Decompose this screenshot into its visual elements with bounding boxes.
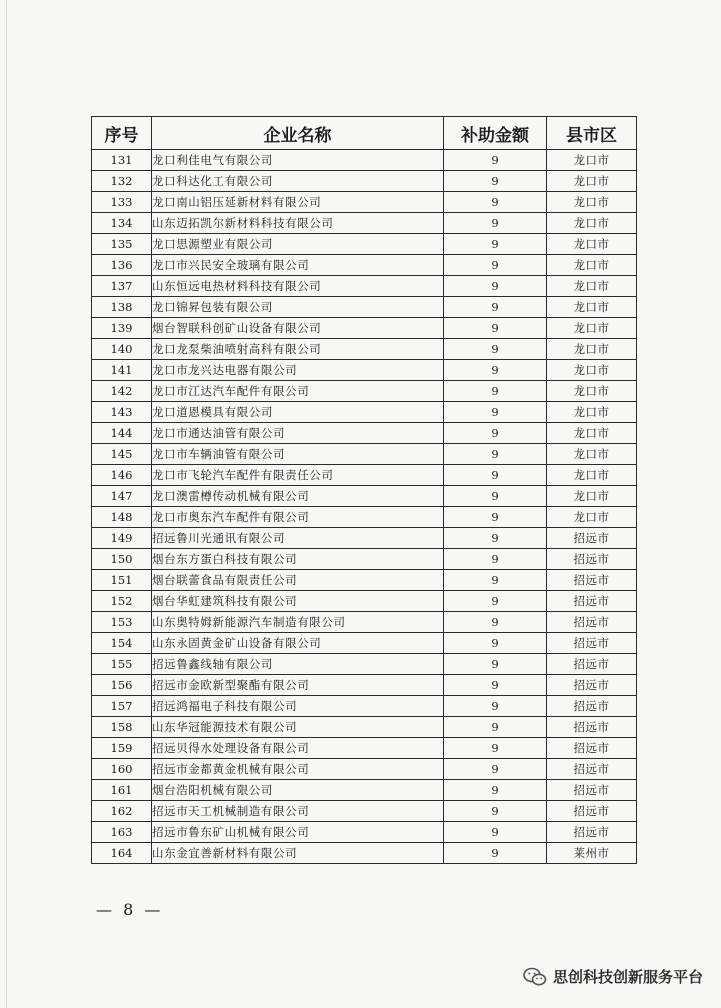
row-serial-number: 132 xyxy=(92,171,152,192)
table-row xyxy=(92,444,637,465)
row-subsidy-amount: 9 xyxy=(444,507,547,528)
row-district: 龙口市 xyxy=(547,402,637,423)
header-serial-number: 序号 xyxy=(92,117,152,150)
row-subsidy-amount: 9 xyxy=(444,528,547,549)
header-subsidy-amount: 补助金额 xyxy=(444,117,547,150)
table-row xyxy=(92,402,637,423)
table-row xyxy=(92,255,637,276)
row-subsidy-amount: 9 xyxy=(444,696,547,717)
row-company-name: 龙口锦昇包装有限公司 xyxy=(152,297,444,318)
row-district: 龙口市 xyxy=(547,486,637,507)
row-serial-number: 137 xyxy=(92,276,152,297)
row-serial-number: 148 xyxy=(92,507,152,528)
row-company-name: 龙口市龙兴达电器有限公司 xyxy=(152,360,444,381)
row-subsidy-amount: 9 xyxy=(444,822,547,843)
row-subsidy-amount: 9 xyxy=(444,612,547,633)
row-subsidy-amount: 9 xyxy=(444,255,547,276)
table-row xyxy=(92,423,637,444)
row-district: 招远市 xyxy=(547,801,637,822)
row-serial-number: 143 xyxy=(92,402,152,423)
row-subsidy-amount: 9 xyxy=(444,633,547,654)
row-company-name: 龙口南山铝压延新材料有限公司 xyxy=(152,192,444,213)
row-serial-number: 142 xyxy=(92,381,152,402)
table-header-row xyxy=(92,117,637,150)
row-district: 龙口市 xyxy=(547,192,637,213)
row-serial-number: 161 xyxy=(92,780,152,801)
row-subsidy-amount: 9 xyxy=(444,171,547,192)
row-serial-number: 134 xyxy=(92,213,152,234)
row-subsidy-amount: 9 xyxy=(444,654,547,675)
row-serial-number: 158 xyxy=(92,717,152,738)
row-district: 招远市 xyxy=(547,717,637,738)
row-district: 龙口市 xyxy=(547,297,637,318)
row-serial-number: 150 xyxy=(92,549,152,570)
table-row xyxy=(92,318,637,339)
header-district: 县市区 xyxy=(547,117,637,150)
row-subsidy-amount: 9 xyxy=(444,843,547,864)
row-subsidy-amount: 9 xyxy=(444,339,547,360)
row-company-name: 山东迈拓凯尔新材料科技有限公司 xyxy=(152,213,444,234)
row-company-name: 龙口道恩模具有限公司 xyxy=(152,402,444,423)
row-district: 招远市 xyxy=(547,612,637,633)
table-row xyxy=(92,192,637,213)
row-subsidy-amount: 9 xyxy=(444,276,547,297)
row-company-name: 龙口市兴民安全玻璃有限公司 xyxy=(152,255,444,276)
table-row xyxy=(92,780,637,801)
row-company-name: 龙口市通达油管有限公司 xyxy=(152,423,444,444)
row-serial-number: 152 xyxy=(92,591,152,612)
row-company-name: 招远贝得水处理设备有限公司 xyxy=(152,738,444,759)
row-district: 招远市 xyxy=(547,570,637,591)
table-row xyxy=(92,612,637,633)
table-row xyxy=(92,654,637,675)
row-serial-number: 133 xyxy=(92,192,152,213)
row-company-name: 龙口市奥东汽车配件有限公司 xyxy=(152,507,444,528)
row-subsidy-amount: 9 xyxy=(444,465,547,486)
row-subsidy-amount: 9 xyxy=(444,549,547,570)
subsidy-table xyxy=(91,116,637,864)
row-company-name: 烟台联蕾食品有限责任公司 xyxy=(152,570,444,591)
row-district: 招远市 xyxy=(547,654,637,675)
row-district: 龙口市 xyxy=(547,171,637,192)
row-district: 龙口市 xyxy=(547,423,637,444)
table-row xyxy=(92,150,637,171)
row-subsidy-amount: 9 xyxy=(444,402,547,423)
row-serial-number: 140 xyxy=(92,339,152,360)
page-edge xyxy=(6,0,7,1008)
table-row xyxy=(92,276,637,297)
row-district: 招远市 xyxy=(547,528,637,549)
row-subsidy-amount: 9 xyxy=(444,150,547,171)
row-serial-number: 154 xyxy=(92,633,152,654)
row-company-name: 龙口龙泵柴油喷射高科有限公司 xyxy=(152,339,444,360)
row-serial-number: 147 xyxy=(92,486,152,507)
row-district: 招远市 xyxy=(547,822,637,843)
row-serial-number: 156 xyxy=(92,675,152,696)
row-subsidy-amount: 9 xyxy=(444,738,547,759)
row-company-name: 龙口澳雷樽传动机械有限公司 xyxy=(152,486,444,507)
row-serial-number: 131 xyxy=(92,150,152,171)
table-body xyxy=(92,150,637,864)
row-company-name: 招远鲁川光通讯有限公司 xyxy=(152,528,444,549)
row-serial-number: 159 xyxy=(92,738,152,759)
row-district: 招远市 xyxy=(547,696,637,717)
row-company-name: 山东华冠能源技术有限公司 xyxy=(152,717,444,738)
row-serial-number: 151 xyxy=(92,570,152,591)
row-subsidy-amount: 9 xyxy=(444,759,547,780)
row-company-name: 龙口科达化工有限公司 xyxy=(152,171,444,192)
table-row xyxy=(92,675,637,696)
row-district: 龙口市 xyxy=(547,339,637,360)
row-district: 招远市 xyxy=(547,549,637,570)
row-subsidy-amount: 9 xyxy=(444,360,547,381)
row-serial-number: 145 xyxy=(92,444,152,465)
row-serial-number: 136 xyxy=(92,255,152,276)
row-subsidy-amount: 9 xyxy=(444,297,547,318)
watermark xyxy=(523,966,703,987)
row-district: 招远市 xyxy=(547,759,637,780)
table-row xyxy=(92,717,637,738)
row-company-name: 招远市天工机械制造有限公司 xyxy=(152,801,444,822)
row-company-name: 龙口利佳电气有限公司 xyxy=(152,150,444,171)
row-company-name: 烟台浩阳机械有限公司 xyxy=(152,780,444,801)
row-subsidy-amount: 9 xyxy=(444,213,547,234)
table-row xyxy=(92,696,637,717)
row-subsidy-amount: 9 xyxy=(444,444,547,465)
table-row xyxy=(92,528,637,549)
table-row xyxy=(92,486,637,507)
row-company-name: 山东金宜善新材料有限公司 xyxy=(152,843,444,864)
row-serial-number: 138 xyxy=(92,297,152,318)
row-company-name: 招远鲁鑫线轴有限公司 xyxy=(152,654,444,675)
row-subsidy-amount: 9 xyxy=(444,381,547,402)
row-subsidy-amount: 9 xyxy=(444,717,547,738)
row-company-name: 烟台智联科创矿山设备有限公司 xyxy=(152,318,444,339)
row-company-name: 龙口市车辆油管有限公司 xyxy=(152,444,444,465)
table-row xyxy=(92,591,637,612)
row-company-name: 招远市金欧新型聚酯有限公司 xyxy=(152,675,444,696)
row-company-name: 烟台华虹建筑科技有限公司 xyxy=(152,591,444,612)
row-subsidy-amount: 9 xyxy=(444,234,547,255)
row-serial-number: 157 xyxy=(92,696,152,717)
table-row xyxy=(92,570,637,591)
table-row xyxy=(92,507,637,528)
page-number: — 8 — xyxy=(96,900,164,919)
table-row xyxy=(92,633,637,654)
row-subsidy-amount: 9 xyxy=(444,570,547,591)
row-serial-number: 149 xyxy=(92,528,152,549)
row-serial-number: 135 xyxy=(92,234,152,255)
table-row xyxy=(92,234,637,255)
row-company-name: 龙口市飞轮汽车配件有限责任公司 xyxy=(152,465,444,486)
header-company-name: 企业名称 xyxy=(152,117,444,150)
row-district: 招远市 xyxy=(547,633,637,654)
wechat-icon xyxy=(523,967,547,987)
table-row xyxy=(92,297,637,318)
row-subsidy-amount: 9 xyxy=(444,780,547,801)
row-company-name: 烟台东方蛋白科技有限公司 xyxy=(152,549,444,570)
row-serial-number: 155 xyxy=(92,654,152,675)
row-serial-number: 153 xyxy=(92,612,152,633)
row-company-name: 招远鸿福电子科技有限公司 xyxy=(152,696,444,717)
row-district: 龙口市 xyxy=(547,507,637,528)
table-row xyxy=(92,213,637,234)
row-subsidy-amount: 9 xyxy=(444,423,547,444)
row-serial-number: 164 xyxy=(92,843,152,864)
row-subsidy-amount: 9 xyxy=(444,486,547,507)
row-serial-number: 139 xyxy=(92,318,152,339)
row-subsidy-amount: 9 xyxy=(444,192,547,213)
row-district: 招远市 xyxy=(547,591,637,612)
row-district: 龙口市 xyxy=(547,255,637,276)
row-district: 龙口市 xyxy=(547,276,637,297)
row-subsidy-amount: 9 xyxy=(444,675,547,696)
row-company-name: 龙口市江达汽车配件有限公司 xyxy=(152,381,444,402)
row-district: 龙口市 xyxy=(547,318,637,339)
row-serial-number: 146 xyxy=(92,465,152,486)
row-district: 招远市 xyxy=(547,780,637,801)
table-row xyxy=(92,339,637,360)
table-row xyxy=(92,801,637,822)
row-company-name: 山东恒远电热材料科技有限公司 xyxy=(152,276,444,297)
table-row xyxy=(92,549,637,570)
row-company-name: 招远市鲁东矿山机械有限公司 xyxy=(152,822,444,843)
row-district: 莱州市 xyxy=(547,843,637,864)
row-district: 龙口市 xyxy=(547,360,637,381)
row-serial-number: 163 xyxy=(92,822,152,843)
table-row xyxy=(92,738,637,759)
row-district: 龙口市 xyxy=(547,465,637,486)
row-subsidy-amount: 9 xyxy=(444,591,547,612)
table-row xyxy=(92,759,637,780)
row-district: 龙口市 xyxy=(547,150,637,171)
row-serial-number: 144 xyxy=(92,423,152,444)
row-serial-number: 160 xyxy=(92,759,152,780)
row-district: 龙口市 xyxy=(547,234,637,255)
table-row xyxy=(92,381,637,402)
row-company-name: 招远市金都黄金机械有限公司 xyxy=(152,759,444,780)
row-serial-number: 141 xyxy=(92,360,152,381)
row-subsidy-amount: 9 xyxy=(444,318,547,339)
row-serial-number: 162 xyxy=(92,801,152,822)
row-district: 招远市 xyxy=(547,738,637,759)
table-row xyxy=(92,360,637,381)
table-row xyxy=(92,465,637,486)
table-row xyxy=(92,171,637,192)
row-subsidy-amount: 9 xyxy=(444,801,547,822)
row-district: 招远市 xyxy=(547,675,637,696)
watermark-text: 思创科技创新服务平台 xyxy=(552,968,703,986)
row-district: 龙口市 xyxy=(547,444,637,465)
row-district: 龙口市 xyxy=(547,213,637,234)
table-row xyxy=(92,843,637,864)
row-company-name: 龙口思源塑业有限公司 xyxy=(152,234,444,255)
row-district: 龙口市 xyxy=(547,381,637,402)
row-company-name: 山东奥特姆新能源汽车制造有限公司 xyxy=(152,612,444,633)
row-company-name: 山东永固黄金矿山设备有限公司 xyxy=(152,633,444,654)
table-row xyxy=(92,822,637,843)
